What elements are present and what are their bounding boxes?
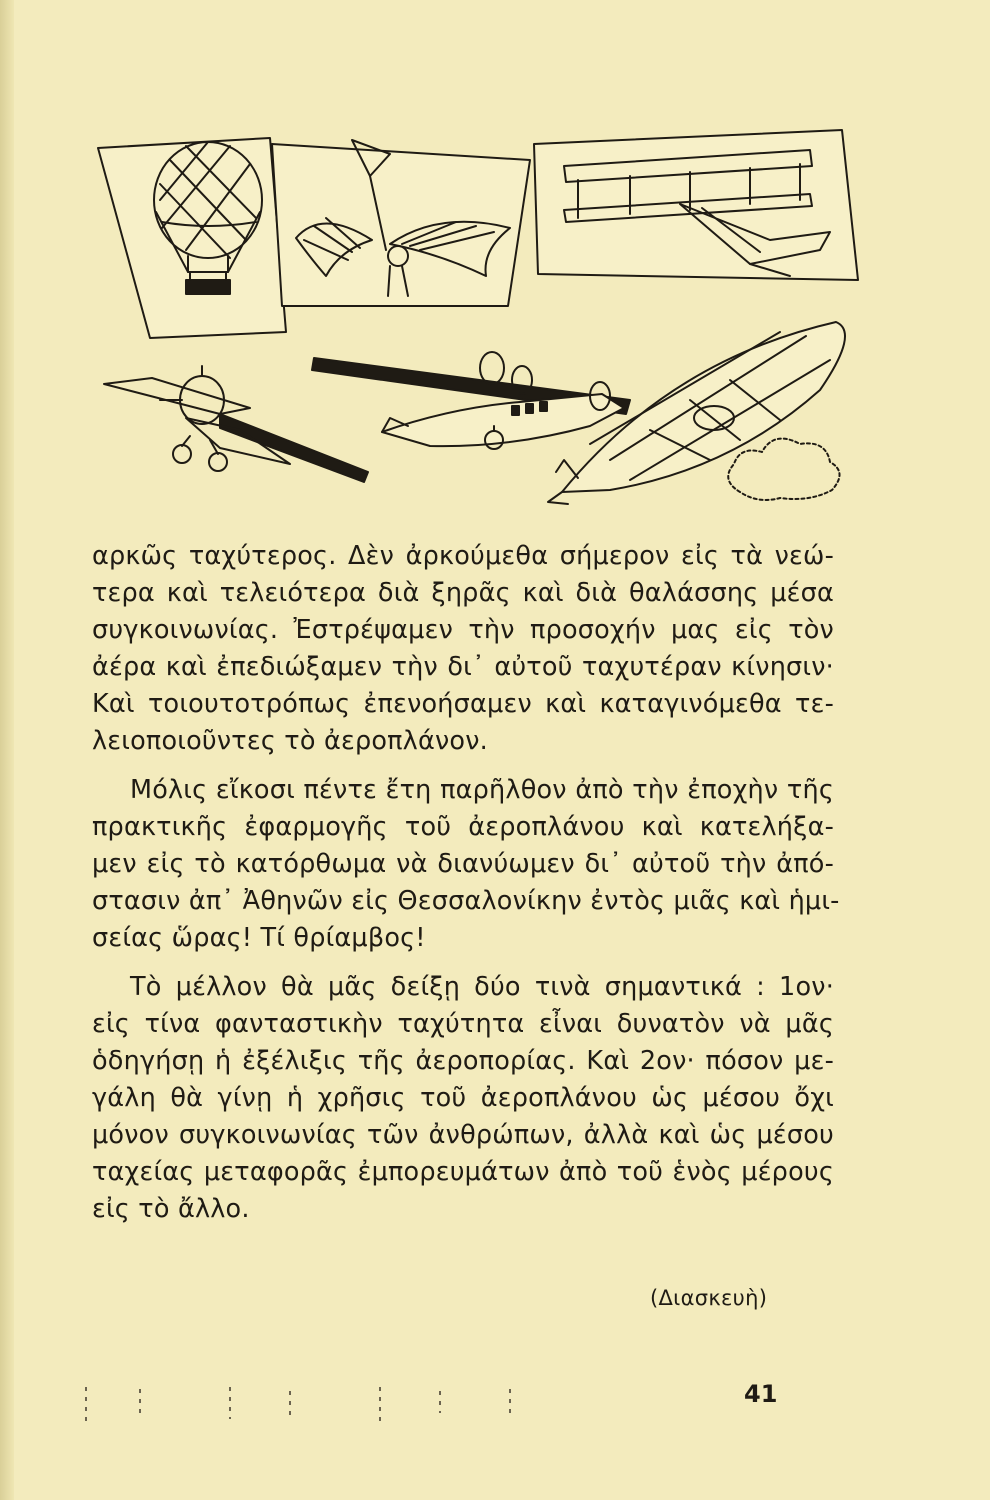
text-line: εἰς τίνα φανταστικὴν ταχύτητα εἶναι δυνατὸν νὰ μᾶς: [92, 1009, 834, 1039]
paragraph-spacer: [92, 760, 834, 772]
cloud-icon: [728, 439, 839, 500]
source-note: (Διασκευὴ): [650, 1286, 768, 1310]
paragraph: [92, 538, 834, 760]
article-text: [92, 538, 840, 1228]
text-line: αρκῶς ταχύτερος. Δὲν ἀρκούμεθα σήμερον εἰς τὰ νεώ-: [92, 541, 834, 571]
airliner-icon: [312, 352, 630, 449]
paragraph-spacer: [92, 957, 834, 969]
text-line: Μόλις εἴκοσι πέντε ἔτη παρῆλθον ἀπὸ τὴν ἐποχὴν τῆς: [130, 775, 834, 805]
text-line: ταχείας μεταφορᾶς ἐμπορευμάτων ἀπὸ τοῦ ἑνὸς μέρους: [92, 1157, 834, 1187]
text-line: Τὸ μέλλον θὰ μᾶς δείξῃ δύο τινὰ σημαντικά : 1ον·: [130, 972, 834, 1002]
text-line: Καὶ τοιουτοτρόπως ἐπενοήσαμεν καὶ καταγινόμεθα τε-: [92, 689, 834, 719]
aviation-history-illustration: [90, 100, 870, 510]
text-line: εἰς τὸ ἄλλο.: [92, 1194, 250, 1224]
page-edge: [0, 0, 14, 1500]
text-line: πρακτικῆς ἐφαρμογῆς τοῦ ἀεροπλάνου καὶ κατελήξα-: [92, 812, 834, 842]
text-line: τερα καὶ τελειότερα διὰ ξηρᾶς καὶ διὰ θαλάσσης μέσα: [92, 578, 834, 608]
paragraph: [92, 969, 834, 1228]
hot-air-balloon-icon: [98, 138, 286, 338]
text-line: στασιν ἀπ᾿ Ἀθηνῶν εἰς Θεσσαλονίκην ἐντὸς μιᾶς καὶ ἡμι-: [92, 886, 840, 916]
text-line: συγκοινωνίας. Ἐστρέψαμεν τὴν προσοχήν μας εἰς τὸν: [92, 615, 834, 645]
glider-icon: [272, 140, 530, 306]
bleed-through-marks: [80, 1385, 520, 1425]
paragraph: [92, 772, 840, 957]
text-line: μεν εἰς τὸ κατόρθωμα νὰ διανύωμεν δι᾿ αὐτοῦ τὴν ἀπό-: [92, 849, 834, 879]
monoplane-icon: [104, 366, 368, 482]
text-line: ἀέρα καὶ ἐπεδιώξαμεν τὴν δι᾿ αὐτοῦ ταχυτέραν κίνησιν·: [92, 652, 834, 682]
text-line: μόνον συγκοινωνίας τῶν ἀνθρώπων, ἀλλὰ καὶ ὡς μέσου: [92, 1120, 834, 1150]
text-line: ὁδηγήσῃ ἡ ἐξέλιξις τῆς ἀεροπορίας. Καὶ 2ον· πόσον με-: [92, 1046, 834, 1076]
text-line: σείας ὥρας! Τί θρίαμβος!: [92, 923, 426, 953]
page-number: 41: [744, 1380, 778, 1408]
text-line: λειοποιοῦντες τὸ ἀεροπλάνον.: [92, 726, 488, 756]
biplane-icon: [534, 130, 858, 280]
text-line: γάλη θὰ γίνῃ ἡ χρῆσις τοῦ ἀεροπλάνου ὡς μέσου ὄχι: [92, 1083, 834, 1113]
